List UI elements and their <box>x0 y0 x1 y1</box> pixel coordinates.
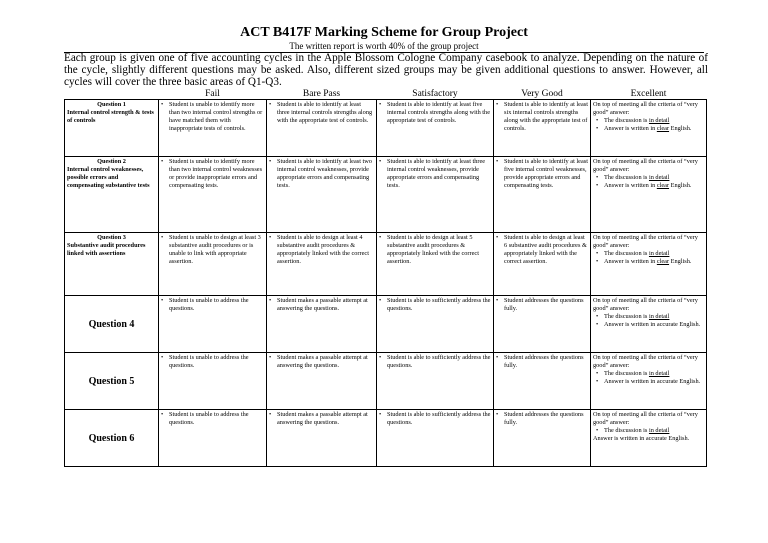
question-label: Question 4 <box>88 318 135 330</box>
header-bare-pass: Bare Pass <box>302 89 341 99</box>
excellent-discussion <box>593 427 704 435</box>
excellent-lead: On top of meeting all the criteria of “very good” answer: <box>593 354 698 369</box>
discussion-text: The discussion is <box>604 427 649 434</box>
discussion-emphasis: in detail <box>648 370 670 377</box>
satisfactory-text: Student is able to sufficiently address the questions. <box>387 297 491 312</box>
excellent-written <box>593 258 704 266</box>
question-cell <box>65 157 159 233</box>
bullet-icon: • <box>596 427 599 434</box>
document-subtitle: The written report is worth 40% of the group project <box>289 41 479 51</box>
written-emphasis: clear <box>656 125 670 132</box>
very-good-cell <box>494 100 591 157</box>
bare-pass-cell <box>267 296 377 353</box>
very-good-text: Student addresses the questions fully. <box>504 297 584 312</box>
excellent-written <box>593 378 704 386</box>
written-text: Answer is written in <box>604 125 657 132</box>
bullet-icon: • <box>596 125 599 132</box>
excellent-cell <box>591 100 707 157</box>
excellent-discussion <box>593 117 704 125</box>
discussion-emphasis: in detail <box>648 174 670 181</box>
bullet-icon: • <box>269 158 272 165</box>
excellent-cell <box>591 410 707 467</box>
excellent-lead: On top of meeting all the criteria of “very good” answer: <box>593 411 698 426</box>
fail-cell <box>159 353 267 410</box>
bare-pass-text: Student is able to identify at least three internal controls strengths along with the appropriate test of controls. <box>277 101 373 124</box>
rubric-row <box>65 296 707 353</box>
question-topic: Internal control weaknesses, possible errors and compensating substantive tests <box>67 166 150 189</box>
excellent-lead: On top of meeting all the criteria of “very good” answer: <box>593 234 698 249</box>
discussion-text: The discussion is <box>604 117 649 124</box>
discussion-emphasis: in detail <box>648 427 670 434</box>
discussion-text: The discussion is <box>604 174 649 181</box>
bullet-icon: • <box>496 158 499 165</box>
rubric-header-row <box>65 90 707 100</box>
very-good-cell <box>494 410 591 467</box>
document-title: ACT B417F Marking Scheme for Group Project <box>240 25 528 40</box>
bare-pass-cell <box>267 100 377 157</box>
header-blank <box>65 90 159 100</box>
bullet-icon: • <box>269 354 272 361</box>
question-cell <box>65 410 159 467</box>
written-emphasis: clear <box>656 258 670 265</box>
question-label: Question 2 <box>97 158 126 165</box>
bullet-icon: • <box>596 321 599 328</box>
excellent-cell <box>591 296 707 353</box>
excellent-lead: On top of meeting all the criteria of “very good” answer: <box>593 101 698 116</box>
question-cell <box>65 296 159 353</box>
accurate-text: Answer is written in accurate English. <box>604 321 701 328</box>
very-good-text: Student is able to identify at least five internal control weaknesses, provide appropriate errors and compensating tests. <box>504 158 588 189</box>
bullet-icon: • <box>161 411 164 418</box>
question-label: Question 6 <box>88 432 135 444</box>
fail-text: Student is unable to address the questions. <box>169 354 249 369</box>
bullet-icon: • <box>496 354 499 361</box>
satisfactory-cell <box>377 410 494 467</box>
bullet-icon: • <box>379 158 382 165</box>
written-text: Answer is written in <box>604 182 657 189</box>
rubric-row <box>65 157 707 233</box>
question-label: Question 5 <box>88 375 135 387</box>
bullet-icon: • <box>596 174 599 181</box>
bare-pass-cell <box>267 157 377 233</box>
fail-cell <box>159 296 267 353</box>
written-tail: English. <box>669 258 692 265</box>
satisfactory-text: Student is able to identify at least five internal controls strengths along with the appropriate test of controls. <box>387 101 491 124</box>
bullet-icon: • <box>269 101 272 108</box>
very-good-text: Student addresses the questions fully. <box>504 411 584 426</box>
bullet-icon: • <box>269 411 272 418</box>
bullet-icon: • <box>496 297 499 304</box>
header-fail: Fail <box>205 89 220 99</box>
excellent-discussion <box>593 174 704 182</box>
bare-pass-cell <box>267 233 377 296</box>
discussion-text: The discussion is <box>604 370 649 377</box>
bare-pass-cell <box>267 410 377 467</box>
header-very-good: Very Good <box>521 89 563 99</box>
excellent-lead: On top of meeting all the criteria of “very good” answer: <box>593 297 698 312</box>
fail-text: Student is unable to identify more than two internal control weaknesses or provide inappropriate errors and compensating tests. <box>169 158 263 189</box>
excellent-written <box>593 321 704 329</box>
accurate-text: Answer is written in accurate English. <box>604 378 701 385</box>
bullet-icon: • <box>496 411 499 418</box>
fail-text: Student is unable to address the questions. <box>169 297 249 312</box>
question-cell <box>65 353 159 410</box>
bullet-icon: • <box>596 370 599 377</box>
discussion-emphasis: in detail <box>648 117 670 124</box>
fail-cell <box>159 157 267 233</box>
intro-paragraph: Each group is given one of five accounting cycles in the Apple Blossom Cologne Company casebook to analyze. Depending on the nature of the cycle, slightly different questions may be asked. Also, different sized groups may be given additional questions to answer. However, all cycles will cover the three basic areas of Q1-Q3. <box>64 52 708 88</box>
very-good-cell <box>494 233 591 296</box>
very-good-cell <box>494 353 591 410</box>
excellent-discussion <box>593 250 704 258</box>
satisfactory-cell <box>377 157 494 233</box>
bullet-icon: • <box>596 313 599 320</box>
bullet-icon: • <box>379 297 382 304</box>
fail-cell <box>159 100 267 157</box>
question-cell <box>65 233 159 296</box>
excellent-cell <box>591 157 707 233</box>
rubric-row <box>65 353 707 410</box>
header-excellent: Excellent <box>630 89 667 99</box>
discussion-text: The discussion is <box>604 250 649 257</box>
bullet-icon: • <box>496 101 499 108</box>
fail-cell <box>159 233 267 296</box>
fail-text: Student is unable to design at least 3 substantive audit procedures or is unable to link with appropriate assertion. <box>169 234 261 265</box>
fail-text: Student is unable to identify more than two internal control strengths or have matched them with inappropriate tests of controls. <box>169 101 263 132</box>
written-tail: English. <box>669 182 692 189</box>
bullet-icon: • <box>269 297 272 304</box>
bullet-icon: • <box>161 234 164 241</box>
very-good-cell <box>494 296 591 353</box>
very-good-text: Student is able to design at least 6 substantive audit procedures & appropriately linked with the correct assertion. <box>504 234 587 265</box>
bare-pass-text: Student makes a passable attempt at answering the questions. <box>277 297 368 312</box>
excellent-cell <box>591 353 707 410</box>
satisfactory-cell <box>377 296 494 353</box>
header-satisfactory: Satisfactory <box>412 89 458 99</box>
satisfactory-text: Student is able to sufficiently address the questions. <box>387 411 491 426</box>
rubric-row <box>65 233 707 296</box>
excellent-cell <box>591 233 707 296</box>
rubric-row <box>65 100 707 157</box>
question-topic: Substantive audit procedures linked with assertions <box>67 242 146 257</box>
bare-pass-text: Student makes a passable attempt at answering the questions. <box>277 411 368 426</box>
bullet-icon: • <box>161 158 164 165</box>
excellent-lead: On top of meeting all the criteria of “very good” answer: <box>593 158 698 173</box>
excellent-written <box>593 125 704 133</box>
discussion-text: The discussion is <box>604 313 649 320</box>
bare-pass-text: Student makes a passable attempt at answering the questions. <box>277 354 368 369</box>
written-emphasis: clear <box>656 182 670 189</box>
discussion-emphasis: in detail <box>648 250 670 257</box>
bullet-icon: • <box>596 117 599 124</box>
satisfactory-cell <box>377 353 494 410</box>
fail-cell <box>159 410 267 467</box>
written-tail: English. <box>669 125 692 132</box>
question-label: Question 1 <box>97 101 126 108</box>
very-good-cell <box>494 157 591 233</box>
question-label: Question 3 <box>97 234 126 241</box>
excellent-discussion <box>593 313 704 321</box>
bullet-icon: • <box>596 258 599 265</box>
bullet-icon: • <box>269 234 272 241</box>
rubric-row <box>65 410 707 467</box>
fail-text: Student is unable to address the questions. <box>169 411 249 426</box>
excellent-discussion <box>593 370 704 378</box>
excellent-written <box>593 182 704 190</box>
question-cell <box>65 100 159 157</box>
satisfactory-cell <box>377 233 494 296</box>
satisfactory-text: Student is able to design at least 5 substantive audit procedures & appropriately linked with the correct assertion. <box>387 234 479 265</box>
bullet-icon: • <box>161 101 164 108</box>
bullet-icon: • <box>379 354 382 361</box>
bullet-icon: • <box>379 234 382 241</box>
satisfactory-text: Student is able to sufficiently address the questions. <box>387 354 491 369</box>
bullet-icon: • <box>596 182 599 189</box>
question-topic: Internal control strength & tests of controls <box>67 109 154 124</box>
marking-rubric-table <box>64 90 707 467</box>
very-good-text: Student addresses the questions fully. <box>504 354 584 369</box>
bare-pass-cell <box>267 353 377 410</box>
bare-pass-text: Student is able to design at least 4 substantive audit procedures & appropriately linked with the correct assertion. <box>277 234 369 265</box>
bullet-icon: • <box>496 234 499 241</box>
bullet-icon: • <box>161 354 164 361</box>
bullet-icon: • <box>379 101 382 108</box>
satisfactory-text: Student is able to identify at least three internal control weaknesses, provide appropriate errors and compensating tests. <box>387 158 486 189</box>
discussion-emphasis: in detail <box>648 313 670 320</box>
bullet-icon: • <box>379 411 382 418</box>
bullet-icon: • <box>161 297 164 304</box>
bare-pass-text: Student is able to identify at least two internal control weaknesses, provide appropriate errors and compensating tests. <box>277 158 372 189</box>
bullet-icon: • <box>596 250 599 257</box>
very-good-text: Student is able to identify at least six internal controls strengths along with the appropriate test of controls. <box>504 101 588 132</box>
written-text: Answer is written in <box>604 258 657 265</box>
bullet-icon: • <box>596 378 599 385</box>
satisfactory-cell <box>377 100 494 157</box>
excellent-accurate: Answer is written in accurate English. <box>593 435 690 442</box>
